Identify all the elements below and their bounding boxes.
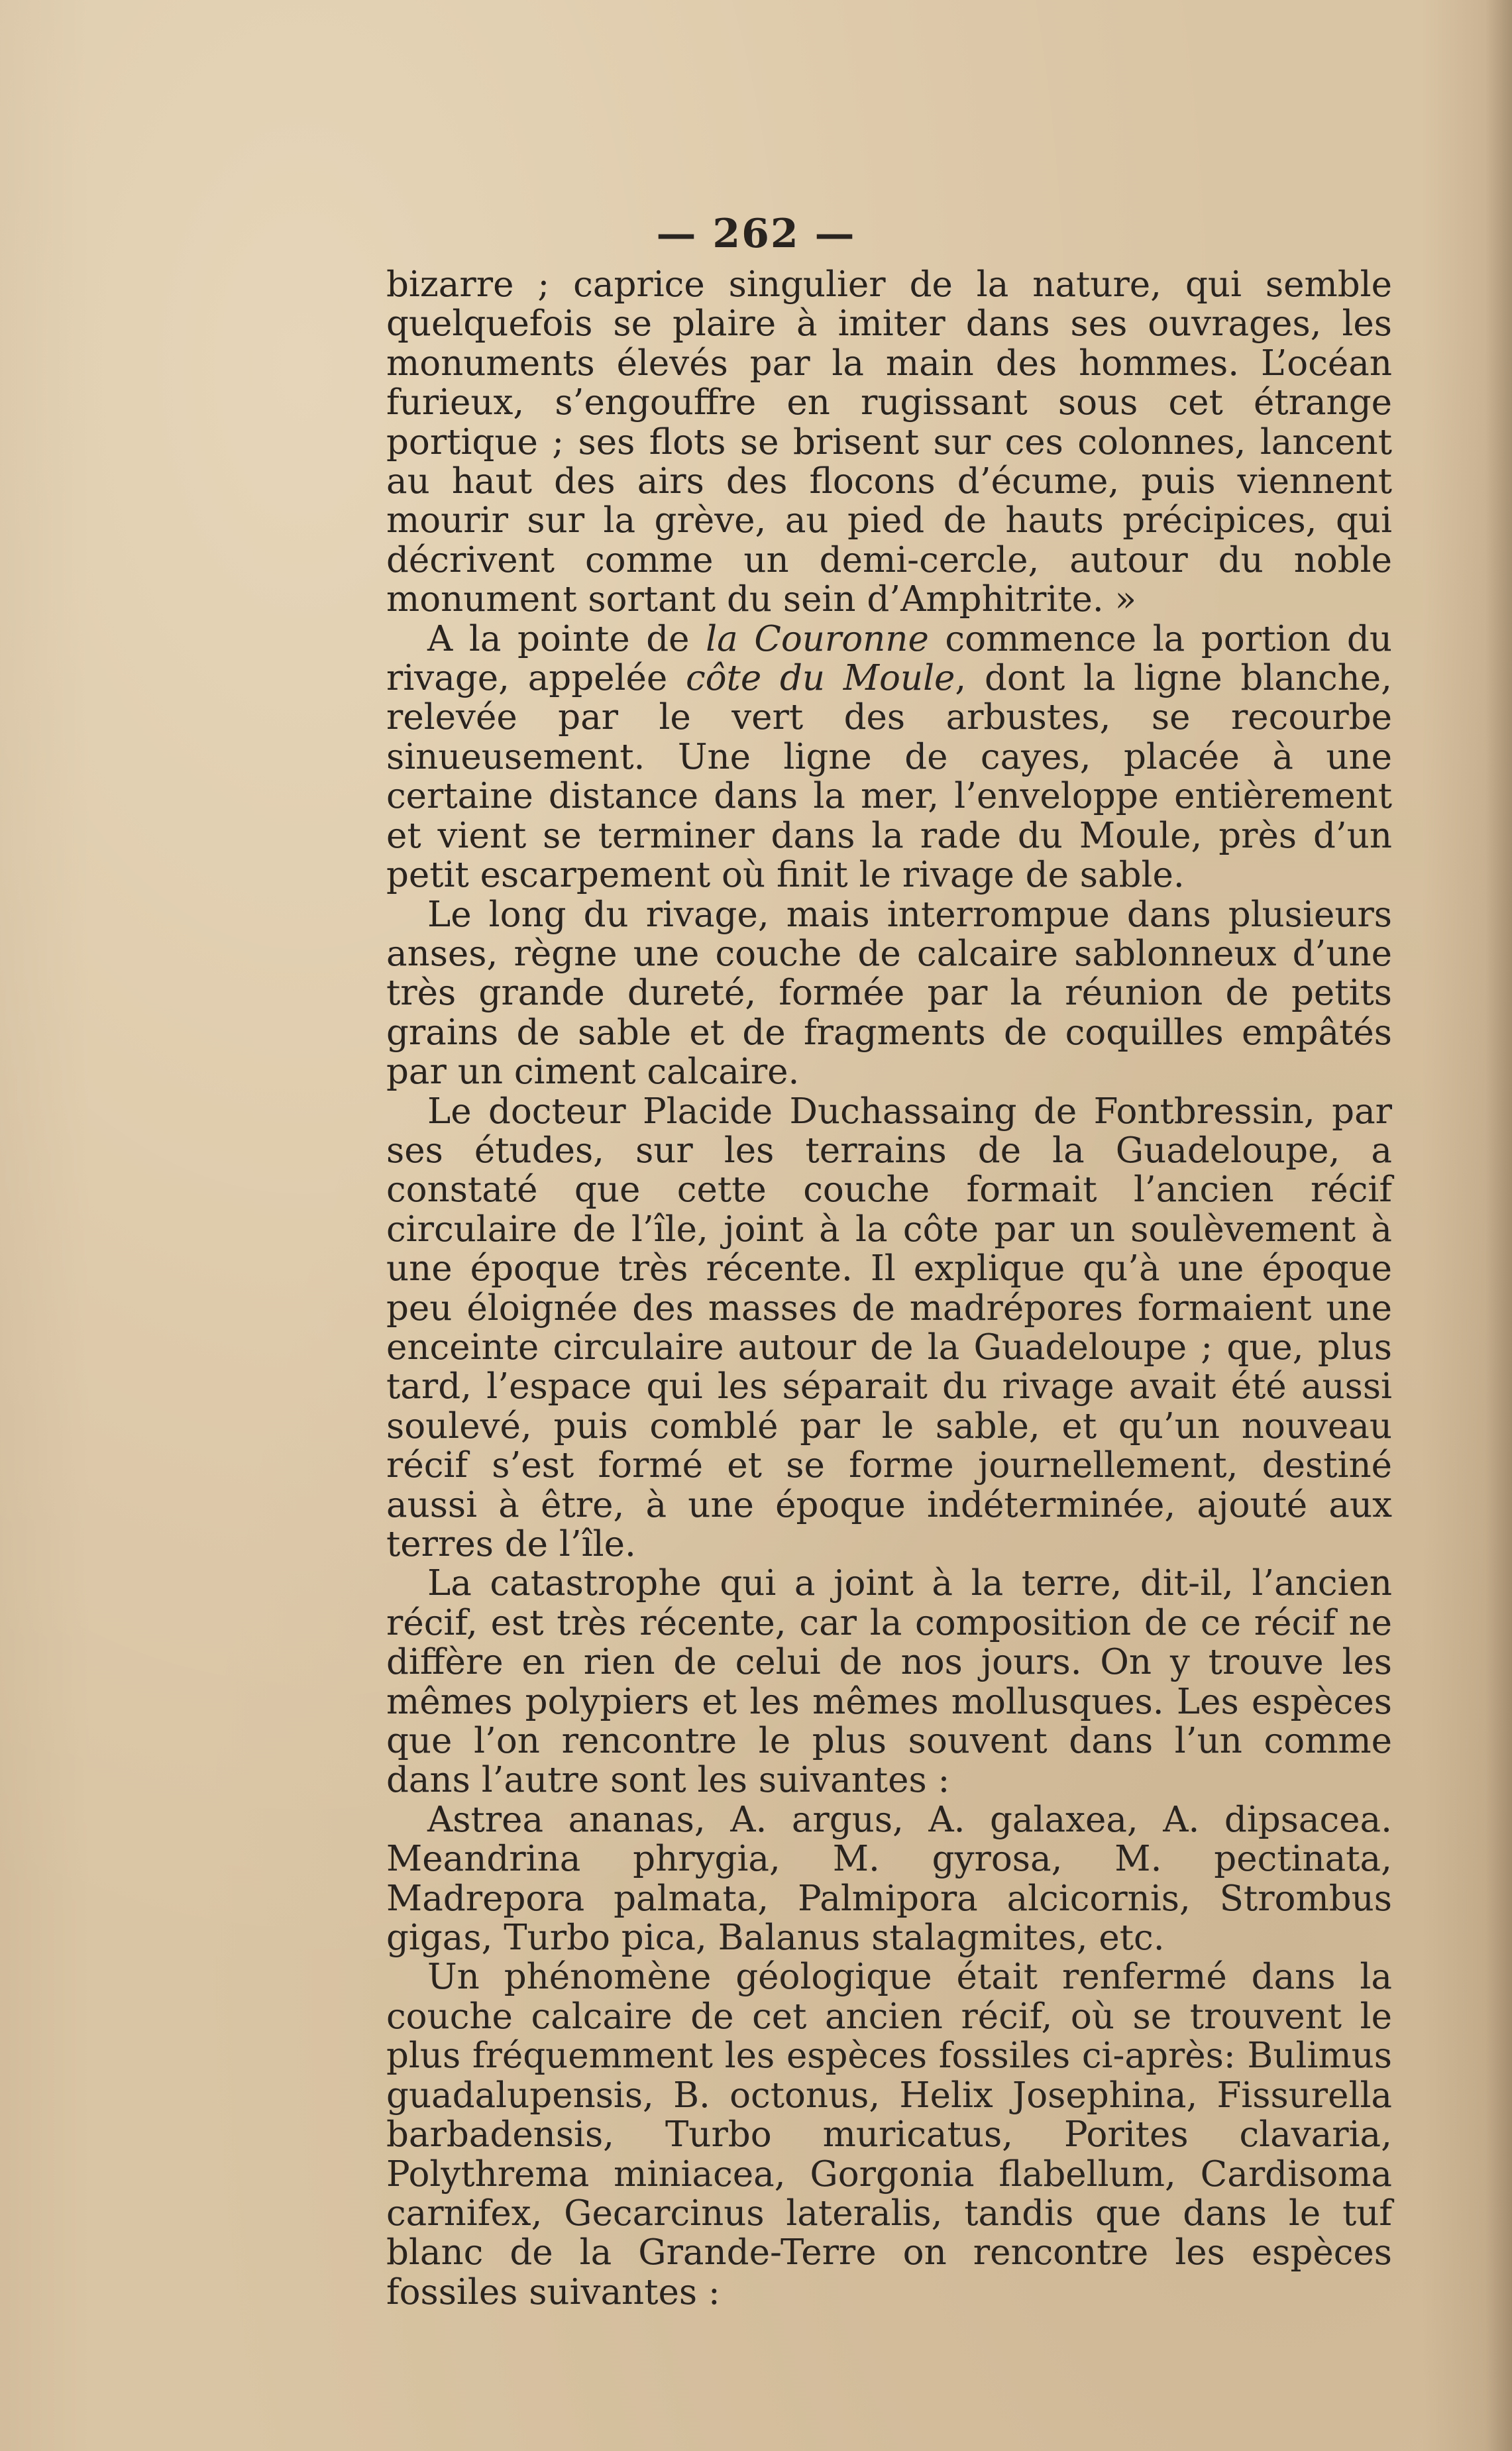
species-list: Astrea ananas, A. argus, A. galaxea, A. dipsacea. Meandrina phrygia, M. gyrosa, M. pectinata, Madrepora palmata, Palmipora alcicornis, Strombus gigas, Turbo pica, Balanus stalagmites, etc. [386, 1799, 1392, 1959]
page-edge-shadow [1485, 0, 1512, 2451]
paragraph [386, 1092, 1392, 1564]
text-run: Le docteur Placide Duchassaing de Fontbressin, par ses études, sur les terrains de la Guadeloupe, a constaté que cette couche formait l’ancien récif circulaire de l’île, joint à la côte par un soulèvement à une époque très récente. Il explique qu’à une époque peu éloignée des masses de madrépores formaient une enceinte circulaire autour de la Guadeloupe ; que, plus tard, l’espace qui les séparait du rivage avait été aussi soulevé, puis comblé par le sable, et qu’un nouveau récif s’est formé et se forme journellement, destiné aussi à être, à une époque indéterminée, ajouté aux terres de l’île. [386, 1091, 1392, 1564]
paragraph [386, 1564, 1392, 1800]
paragraph [386, 895, 1392, 1092]
italic-place-name: côte du Moule [685, 658, 955, 699]
paragraph [386, 1800, 1392, 1958]
text-run: , dont la ligne blanche, relevée par le vert des arbustes, se recourbe sinueusement. Une ligne de cayes, placée à une certaine distance dans la mer, l’enveloppe entièrement et vient se terminer dans la rade du Moule, près d’un petit escarpement où finit le rivage de sable. [386, 658, 1392, 896]
paragraph [386, 1957, 1392, 2312]
text-run: La catastrophe qui a joint à la terre, dit-il, l’ancien récif, est très récente, car la composition de ce récif ne diffère en rien de celui de nos jours. On y trouve les mêmes polypiers et les mêmes mollusques. Les espèces que l’on rencontre le plus souvent dans l’un comme dans l’autre sont les suivantes : [386, 1563, 1392, 1801]
text-run: commence la portion du rivage, appelée [386, 618, 1392, 699]
text-run: A la pointe de [427, 618, 706, 659]
paragraph [386, 620, 1392, 895]
page-number: — 262 — [656, 211, 856, 257]
paragraph [386, 265, 1392, 620]
italic-place-name: la Couronne [706, 618, 929, 659]
body-text [386, 265, 1392, 2312]
text-run: Le long du rivage, mais interrompue dans plusieurs anses, règne une couche de calcaire sablonneux d’une très grande dureté, formée par la réunion de petits grains de sable et de fragments de coquilles empâtés par un ciment calcaire. [386, 894, 1392, 1093]
text-run: Un phénomène géologique était renfermé dans la couche calcaire de cet ancien récif, où se trouvent le plus fréquemment les espèces fossiles ci-après: Bulimus guadalupensis, B. octonus, Helix Josephina, Fissurella barbadensis, Turbo muricatus, Porites clavaria, Polythrema miniacea, Gorgonia flabellum, Cardisoma carnifex, Gecarcinus lateralis, tandis que dans le tuf blanc de la Grande-Terre on rencontre les espèces fossiles suivantes : [386, 1957, 1392, 2313]
text-run: bizarre ; caprice singulier de la nature, qui semble quelquefois se plaire à imiter dans ses ouvrages, les monuments élevés par la main des hommes. L’océan furieux, s’engouffre en rugissant sous cet étrange portique ; ses flots se brisent sur ces colonnes, lancent au haut des airs des flocons d’écume, puis viennent mourir sur la grève, au pied de hauts précipices, qui décrivent comme un demi-cercle, autour du noble monument sortant du sein d’Amphitrite. » [386, 264, 1392, 620]
